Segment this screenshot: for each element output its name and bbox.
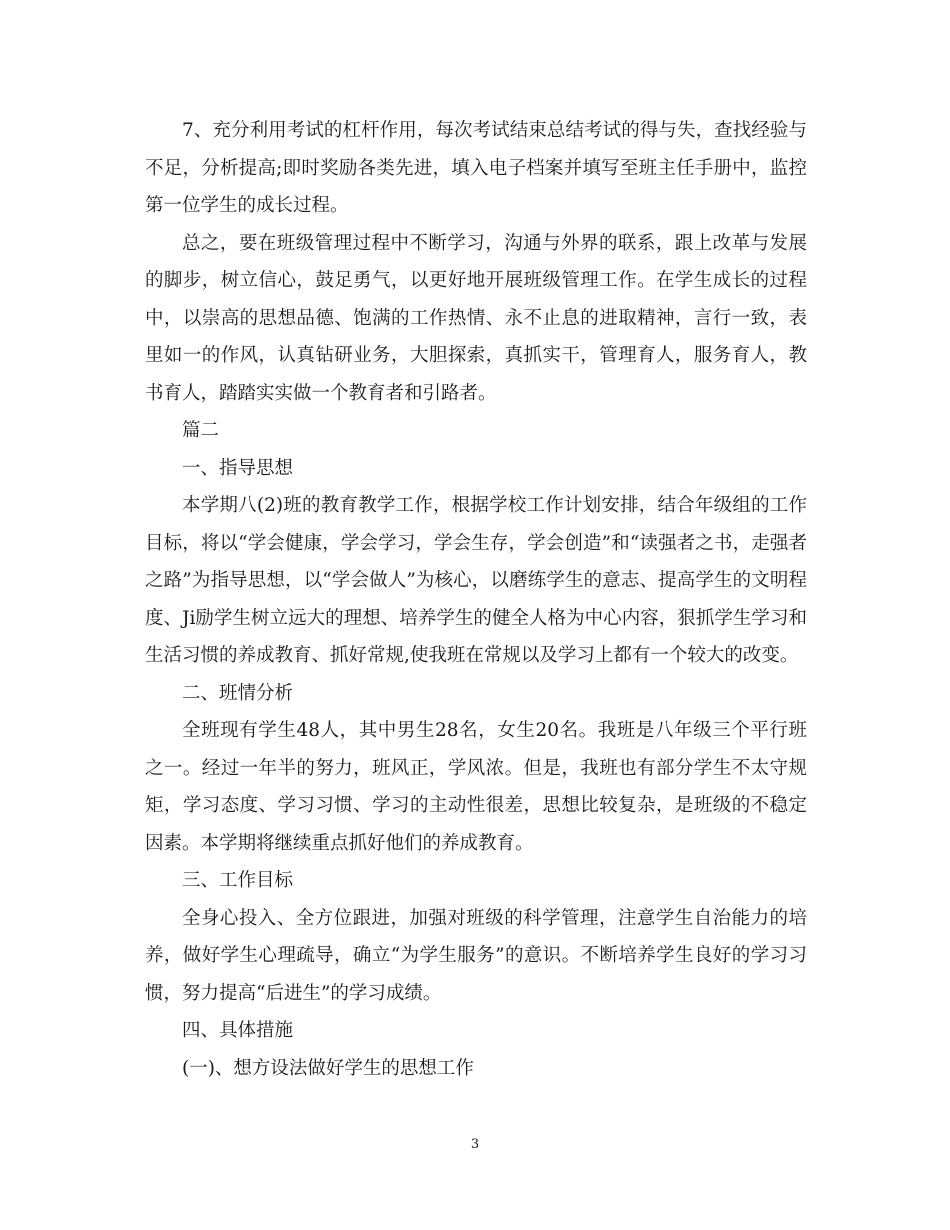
heading-class-analysis: 二、班情分析 <box>182 682 294 704</box>
page-number: 3 <box>470 1137 480 1152</box>
paragraph-class-analysis: 全班现有学生48人，其中男生28名，女生20名。我班是八年级三个平行班之一。经过一年半的努力，班风正，学风浓。但是，我班也有部分学生不太守规矩，学习态度、学习习惯、学习的主动性很差，思想比较复杂，是班级的不稳定因素。本学期将继续重点抓好他们的养成教育。 <box>145 720 807 854</box>
section-heading-part-two: 篇二 <box>182 420 220 441</box>
paragraph-summary: 总之，要在班级管理过程中不断学习，沟通与外界的联系，跟上改革与发展的脚步，树立信心，鼓足勇气，以更好地开展班级管理工作。在学生成长的过程中，以崇高的思想品德、饱满的工作热情、永不止息的进取精神，言行一致，表里如一的作风，认真钻研业务，大胆探索，真抓实干，管理育人，服务育人，教书育人，踏踏实实做一个教育者和引路者。 <box>145 232 807 404</box>
document-body <box>145 112 807 1087</box>
paragraph-guiding-thought: 本学期八(2)班的教育教学工作，根据学校工作计划安排，结合年级组的工作目标，将以“学会健康，学会学习，学会生存，学会创造”和“读强者之书，走强者之路”为指导思想，以“学会做人”为核心，以磨练学生的意志、提高学生的文明程度、Ji励学生树立远大的理想、培养学生的健全人格为中心内容，狠抓学生学习和生活习惯的养成教育、抓好常规,使我班在常规以及学习上都有一个较大的改变。 <box>145 495 807 666</box>
heading-work-goals: 三、工作目标 <box>182 870 294 891</box>
subheading-ideological-work: (一)、想方设法做好学生的思想工作 <box>182 1057 474 1079</box>
heading-specific-measures: 四、具体措施 <box>182 1020 294 1041</box>
paragraph-item-7: 7、充分利用考试的杠杆作用，每次考试结束总结考试的得与失，查找经验与不足，分析提高;即时奖励各类先进，填入电子档案并填写至班主任手册中，监控第一位学生的成长过程。 <box>145 120 807 216</box>
heading-guiding-thought: 一、指导思想 <box>182 457 294 479</box>
paragraph-work-goals: 全身心投入、全方位跟进，加强对班级的科学管理，注意学生自治能力的培养，做好学生心理疏导，确立“为学生服务”的意识。不断培养学生良好的学习习惯，努力提高“后进生”的学习成绩。 <box>145 907 807 1004</box>
